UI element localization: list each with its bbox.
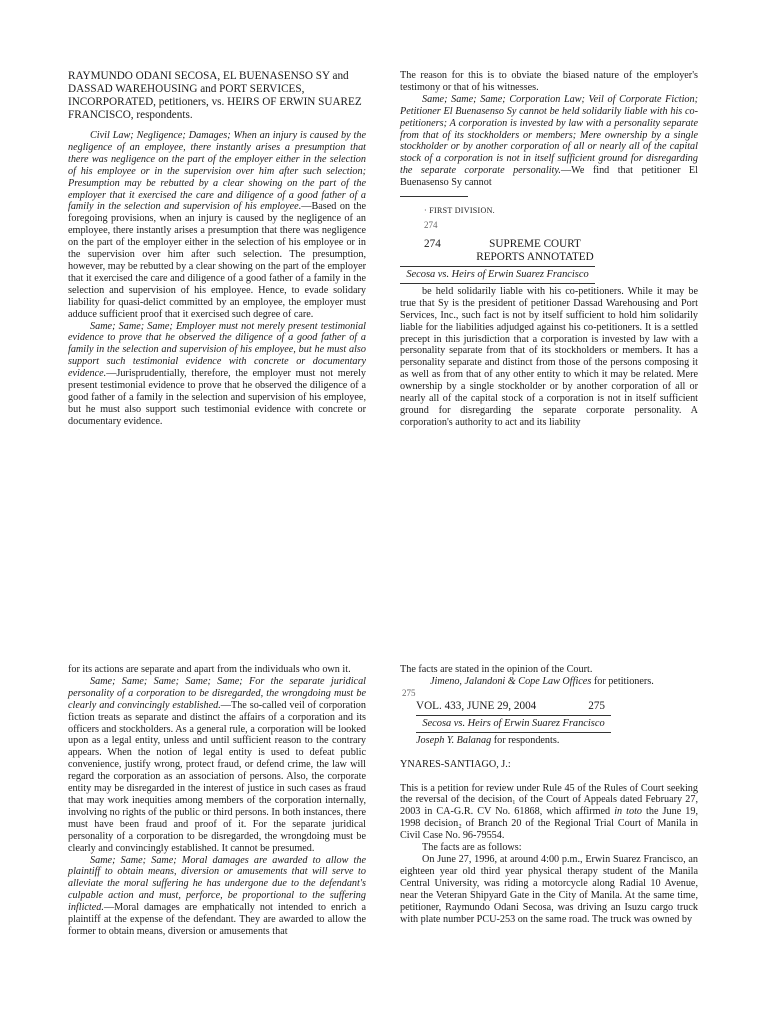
body-text: This is a petition for review under Rule 45 of the Rules of Court seeking the reversal of the decision₁ of the Court of Appeals dated February 27, 2003 in CA-G.R. CV No. 61868, which affirmed	[400, 782, 698, 818]
syllabus-text: —Jurisprudentially, therefore, the employer must not merely present testimonial evidence to prove that he observed the diligence of a good father of a family in the selection and supervision of his employee, but he must also support such testimonial evidence with concrete or documentary evidence.	[68, 368, 366, 427]
body-paragraph: On June 27, 1996, at around 4:00 p.m., Erwin Suarez Francisco, an eighteen year old third year physical therapy student of the Manila Central University, was riding a motorcycle along Radial 10 Avenue, near the Veteran Shipyard Gate in the City of Manila. At the same time, petitioner, Raymundo Odani Secosa, was driving an Isuzu cargo truck with plate number PCU-253 on the same road. The truck was owned by	[400, 853, 698, 925]
syllabus-italic: Same; Same; Same; Same; Same; For the separate juridical personality of a corporation to be disregarded, the wrongdoing must be clearly and convincingly established.	[68, 675, 366, 711]
counsel-name: Joseph Y. Balanag	[416, 734, 492, 746]
page2-left-column	[68, 664, 366, 938]
syllabus-text: —Based on the foregoing provisions, when an injury is caused by the negligence of an employee, there instantly arises a presumption that there was negligence on the part of the employer either in the selection of his employee or in the supervision over him after such selection. The presumption, however, may be rebutted by a clear showing on the part of the employer that it exercised the care and diligence of a good father of a family in the selection and supervision of his employee. Hence, to evade solidary liability for quasi-delict committed by an employee, the employer must adduce sufficient proof that it exercised such degree of care.	[68, 201, 366, 320]
header-rule	[416, 732, 611, 733]
syllabus-text: The reason for this is to obviate the biased nature of the employer's testimony or that of his witnesses.	[400, 70, 698, 93]
syllabus-text: —The so-called veil of corporation fiction treats as separate and distinct the affairs of a corporation and its officers and stockholders. As a general rule, a corporation will be looked upon as a legal entity, unless and until sufficient reason to the contrary appears. When the notion of legal entity is used to defeat public convenience, justify wrong, protect fraud, or defend crime, the law will regard the corporation as an association of persons. Also, the corporate entity may be disregarded in the interest of justice in such cases as fraud that may work inequities among members of the corporation internally, involving no rights of the public or third persons. In both instances, there must have been fraud and proof of it. For the separate juridical personality of a corporation to be disregarded, the wrongdoing must be clearly and convincingly established. It cannot be presumed.	[68, 699, 366, 854]
syllabus-paragraph	[68, 130, 366, 321]
syllabus-text: —We find that petitioner El Buenasenso Sy cannot	[400, 165, 698, 189]
page1-left-column	[68, 70, 366, 428]
syllabus-paragraph	[68, 676, 366, 855]
counsel-name: Jimeno, Jalandoni & Cope Law Offices	[430, 675, 592, 687]
ponente: YNARES-SANTIAGO, J.:	[400, 758, 511, 770]
syllabus-paragraph	[68, 321, 366, 428]
case-title: RAYMUNDO ODANI SECOSA, EL BUENASENSO SY and DASSAD WAREHOUSING and PORT SERVICES, INCORPORATED, petitioners, vs. HEIRS OF ERWIN SUAREZ FRANCISCO, respondents.	[68, 70, 362, 121]
header-rule	[400, 266, 595, 267]
header-rule	[416, 715, 611, 716]
page-header	[400, 238, 595, 264]
footnote-rule	[400, 196, 468, 197]
header-page-number: 275	[588, 699, 605, 712]
counsel-line	[400, 676, 698, 688]
running-title: Secosa vs. Heirs of Erwin Suarez Francisco	[422, 717, 605, 729]
body-italic: in toto	[614, 806, 643, 818]
body-paragraph: be held solidarily liable with his co-petitioners. While it may be true that Sy is the president of petitioner Dassad Warehousing and Port Services, Inc., such fact is not by itself sufficient to hold him solidarily liable for the liabilities adjudged against his co-petitioners. It is a settled precept in this jurisdiction that a corporation is invested by law with a personality separate from that of its stockholders or members. It has a personality separate and distinct from those of the persons composing it as well as from that of any other entity to which it may be related. Mere ownership by a single stockholder or by another corporation of all or nearly all of the capital stock of a corporation is not in itself sufficient ground for disregarding the separate corporate personality. A corporation's authority to act and its liability	[400, 285, 698, 428]
page1-right-column	[400, 70, 698, 429]
syllabus-paragraph	[400, 94, 698, 189]
header-title: SUPREME COURT REPORTS ANNOTATED	[476, 237, 594, 263]
body-paragraph: The facts are as follows:	[422, 842, 522, 854]
syllabus-italic: Civil Law; Negligence; Damages; When an injury is caused by the negligence of an employee, there instantly arises a presumption that there was negligence on the part of the employer either in the selection of his employee or in the supervision over him after such selection; Presumption may be rebutted by a clear showing on the part of the employer that it exercised the care and diligence of a good father of a family in the selection and supervision of his employee.	[68, 130, 366, 213]
body-paragraph	[400, 783, 698, 843]
syllabus-paragraph	[68, 855, 366, 938]
body-text: The facts are stated in the opinion of the Court.	[400, 664, 593, 675]
syllabus-italic: Same; Same; Same; Employer must not merely present testimonial evidence to prove that he observed the diligence of a good father of a family in the selection and supervision of his employee, but he must also support such testimonial evidence with concrete or documentary evidence.	[68, 320, 366, 380]
counsel-role: for petitioners.	[591, 675, 654, 687]
page-marker: 275	[402, 687, 416, 698]
syllabus-text: —Moral damages are emphatically not intended to enrich a plaintiff at the expense of the defendant. They are awarded to allow the former to obtain means, diversion or amusements that	[68, 902, 366, 937]
counsel-role: for respondents.	[491, 734, 560, 746]
page2-right-column	[400, 664, 698, 925]
running-title: Secosa vs. Heirs of Erwin Suarez Francisco	[406, 268, 589, 280]
header-volume: VOL. 433, JUNE 29, 2004	[416, 699, 537, 712]
counsel-line	[400, 735, 698, 747]
syllabus-text: for its actions are separate and apart from the individuals who own it.	[68, 664, 351, 675]
header-page-number: 274	[424, 237, 441, 250]
page-marker: 274	[424, 219, 438, 230]
syllabus-italic: Same; Same; Same; Moral damages are awarded to allow the plaintiff to obtain means, diversion or amusements that will serve to alleviate the moral suffering he has undergone due to the defendant's culpable action and must, perforce, be proportional to the suffering inflicted.	[68, 854, 366, 914]
header-rule	[400, 283, 595, 284]
syllabus-italic: Same; Same; Same; Corporation Law; Veil of Corporate Fiction; Petitioner El Buenasenso Sy cannot be held solidarily liable with his co-petitioners; A corporation is invested by law with a personality separate from that of its stockholders or members; Mere ownership by a single stockholder or by another corporation of all or nearly all of the capital stock of a corporation is not in itself sufficient ground for disregarding the separate corporate personality.	[400, 93, 698, 177]
footnote: · FIRST DIVISION.	[424, 206, 495, 216]
page-header	[400, 700, 605, 713]
body-text: the June 19, 1998 decision₂ of Branch 20 of the Regional Trial Court of Manila in Civil Case No. 96-79554.	[400, 806, 698, 842]
